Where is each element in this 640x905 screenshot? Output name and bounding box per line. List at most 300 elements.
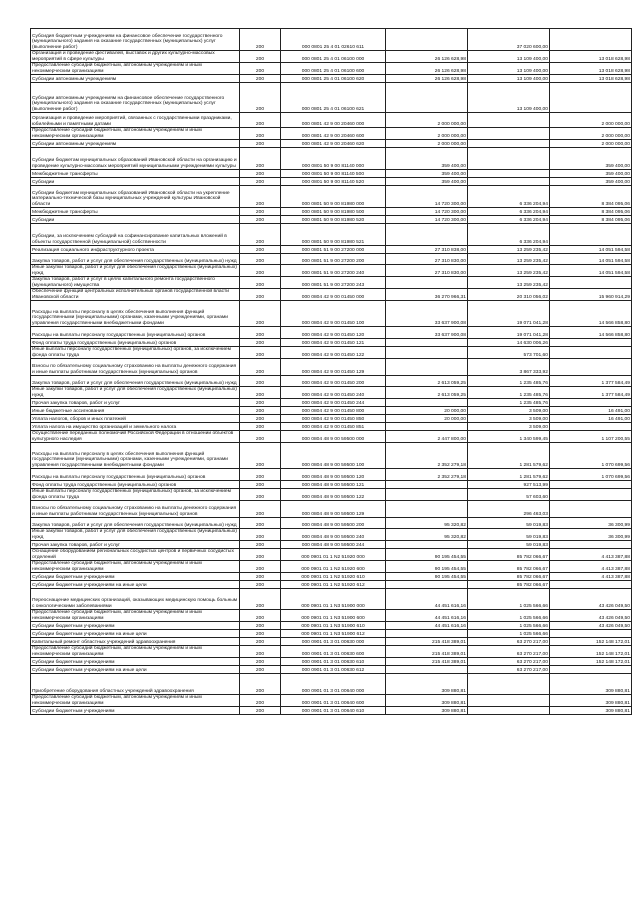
row-line-code-cell: 200 xyxy=(240,301,281,327)
row-executed-amount-cell xyxy=(468,170,550,178)
row-unexecuted-amount-cell xyxy=(550,501,632,518)
row-line-code-cell: 200 xyxy=(240,347,281,359)
row-name-cell: Субсидии автономным учреждениям xyxy=(31,140,240,148)
table-row xyxy=(31,589,632,610)
row-approved-amount-cell: 26 126 628,98 xyxy=(386,63,468,75)
row-name-cell: Субсидии xyxy=(31,178,240,186)
row-approved-amount-cell xyxy=(386,666,468,674)
row-line-code-cell: 200 xyxy=(240,529,281,541)
row-name-cell: Субсидии xyxy=(31,216,240,224)
row-line-code-cell: 200 xyxy=(240,581,281,589)
row-classification-code-cell: 000 0901 01 3 01 00640 600 xyxy=(281,695,386,707)
row-unexecuted-amount-cell: 14 566 858,80 xyxy=(550,301,632,327)
row-line-code-cell: 200 xyxy=(240,561,281,573)
table-row xyxy=(31,443,632,469)
row-classification-code-cell: 000 0901 01 1 N2 51920 600 xyxy=(281,561,386,573)
row-unexecuted-amount-cell: 1 070 699,56 xyxy=(550,443,632,469)
row-unexecuted-amount-cell: 13 018 628,98 xyxy=(550,75,632,83)
row-unexecuted-amount-cell xyxy=(550,423,632,431)
budget-report-page xyxy=(30,28,630,715)
row-approved-amount-cell: 44 451 616,16 xyxy=(386,610,468,622)
table-row xyxy=(31,113,632,128)
row-line-code-cell: 200 xyxy=(240,541,281,549)
row-executed-amount-cell: 6 336 204,94 xyxy=(468,186,550,208)
row-approved-amount-cell: 44 451 616,16 xyxy=(386,589,468,610)
row-name-cell: Капитальный ремонт областных учреждений здравоохранения xyxy=(31,638,240,646)
row-name-cell: Реализация социального инфраструктурного проекта xyxy=(31,246,240,254)
row-line-code-cell: 200 xyxy=(240,695,281,707)
row-unexecuted-amount-cell: 1 107 200,55 xyxy=(550,431,632,443)
row-executed-amount-cell: 1 025 566,66 xyxy=(468,589,550,610)
row-classification-code-cell: 000 0801 42 9 00 20460 000 xyxy=(281,113,386,128)
row-approved-amount-cell xyxy=(386,481,468,489)
row-executed-amount-cell: 573 701,60 xyxy=(468,347,550,359)
row-line-code-cell: 200 xyxy=(240,610,281,622)
row-approved-amount-cell: 359 400,00 xyxy=(386,170,468,178)
table-row xyxy=(31,376,632,387)
row-approved-amount-cell xyxy=(386,359,468,376)
row-line-code-cell: 200 xyxy=(240,573,281,581)
row-line-code-cell: 200 xyxy=(240,140,281,148)
row-classification-code-cell: 000 0801 50 9 00 81980 500 xyxy=(281,208,386,216)
row-classification-code-cell: 000 0801 51 9 00 27200 240 xyxy=(281,265,386,277)
row-classification-code-cell: 000 0804 48 9 00 59500 000 xyxy=(281,431,386,443)
row-line-code-cell: 200 xyxy=(240,376,281,387)
row-unexecuted-amount-cell: 1 070 699,56 xyxy=(550,469,632,481)
row-line-code-cell: 200 xyxy=(240,339,281,347)
row-approved-amount-cell xyxy=(386,399,468,407)
row-classification-code-cell: 000 0804 42 9 00 01450 000 xyxy=(281,289,386,301)
row-name-cell: Организация и проведение фестивалей, выставок и других культурно-массовых мероприятий в сфере культуры xyxy=(31,51,240,63)
row-unexecuted-amount-cell: 14 051 594,58 xyxy=(550,254,632,265)
row-executed-amount-cell: 14 630 006,26 xyxy=(468,339,550,347)
row-executed-amount-cell: 13 259 235,42 xyxy=(468,254,550,265)
row-classification-code-cell: 000 0901 01 1 N2 51920 610 xyxy=(281,573,386,581)
row-classification-code-cell: 000 0804 42 9 00 01450 240 xyxy=(281,387,386,399)
row-classification-code-cell: 000 0801 42 9 00 20460 600 xyxy=(281,128,386,140)
row-classification-code-cell: 000 0901 01 1 N2 51920 612 xyxy=(281,581,386,589)
row-classification-code-cell: 000 0901 01 3 01 00630 600 xyxy=(281,646,386,658)
row-approved-amount-cell xyxy=(386,581,468,589)
row-classification-code-cell: 000 0804 42 9 00 01450 121 xyxy=(281,339,386,347)
table-row xyxy=(31,301,632,327)
row-approved-amount-cell: 27 310 830,00 xyxy=(386,265,468,277)
row-name-cell: Субсидии автономным учреждениям на финансовое обеспечение государственного (муниципального) задания на оказание государственных (муниципальных) услуг (выполнение работ) xyxy=(31,83,240,113)
row-line-code-cell: 200 xyxy=(240,170,281,178)
row-unexecuted-amount-cell: 1 377 584,49 xyxy=(550,376,632,387)
row-classification-code-cell: 000 0801 50 9 00 81980 000 xyxy=(281,186,386,208)
row-line-code-cell: 200 xyxy=(240,431,281,443)
row-name-cell: Закупка товаров, работ и услуг для обеспечения государственных (муниципальных) нужд xyxy=(31,254,240,265)
row-executed-amount-cell: 13 109 400,00 xyxy=(468,75,550,83)
row-approved-amount-cell: 2 447 800,00 xyxy=(386,431,468,443)
row-line-code-cell: 200 xyxy=(240,501,281,518)
row-unexecuted-amount-cell: 8 384 095,06 xyxy=(550,186,632,208)
table-row xyxy=(31,529,632,541)
table-row xyxy=(31,51,632,63)
row-approved-amount-cell: 90 195 454,55 xyxy=(386,561,468,573)
row-approved-amount-cell: 27 310 830,00 xyxy=(386,254,468,265)
table-row xyxy=(31,148,632,170)
row-name-cell: Закупка товаров, работ и услуг в целях капитального ремонта государственного (муниципального) имущества xyxy=(31,277,240,289)
row-name-cell: Расходы на выплаты персоналу в целях обеспечения выполнения функций государственными (муниципальными) органами, казенными учреждениями, органами управления государственными внебюджетными фондами xyxy=(31,301,240,327)
row-name-cell: Взносы по обязательному социальному страхованию на выплаты денежного содержания и иные выплаты работникам государственных (муниципальных) органов xyxy=(31,501,240,518)
row-name-cell: Иные бюджетные ассигнования xyxy=(31,407,240,415)
row-unexecuted-amount-cell: 309 880,81 xyxy=(550,674,632,695)
row-classification-code-cell: 000 0801 51 9 00 27200 200 xyxy=(281,254,386,265)
row-executed-amount-cell xyxy=(468,695,550,707)
table-row xyxy=(31,581,632,589)
row-line-code-cell: 200 xyxy=(240,666,281,674)
row-classification-code-cell: 000 0804 42 9 00 01450 122 xyxy=(281,347,386,359)
row-executed-amount-cell: 3 509,00 xyxy=(468,407,550,415)
row-line-code-cell: 200 xyxy=(240,254,281,265)
row-unexecuted-amount-cell xyxy=(550,83,632,113)
row-name-cell: Иные выплаты персоналу государственных (муниципальных) органов, за исключением фонда оплаты труда xyxy=(31,489,240,501)
row-name-cell: Предоставление субсидий бюджетным, автономным учреждениям и иным некоммерческим организациям xyxy=(31,128,240,140)
row-classification-code-cell: 000 0804 42 9 00 01450 100 xyxy=(281,301,386,327)
row-classification-code-cell: 000 0804 42 9 00 01450 200 xyxy=(281,376,386,387)
row-line-code-cell: 200 xyxy=(240,83,281,113)
row-line-code-cell: 200 xyxy=(240,359,281,376)
row-name-cell: Предоставление субсидий бюджетным, автономным учреждениям и иным некоммерческим организациям xyxy=(31,646,240,658)
row-approved-amount-cell xyxy=(386,29,468,51)
table-row xyxy=(31,666,632,674)
row-classification-code-cell: 000 0901 01 1 N3 51900 600 xyxy=(281,610,386,622)
row-unexecuted-amount-cell: 4 413 387,88 xyxy=(550,549,632,561)
row-classification-code-cell: 000 0804 48 9 00 59500 120 xyxy=(281,469,386,481)
row-name-cell: Субсидия бюджетным учреждениям на финансовое обеспечение государственного (муниципального) задания на оказание государственных (муниципальных) услуг (выполнение работ) xyxy=(31,29,240,51)
table-row xyxy=(31,707,632,715)
row-classification-code-cell: 000 0801 50 9 00 81980 521 xyxy=(281,224,386,246)
row-approved-amount-cell: 309 880,81 xyxy=(386,674,468,695)
row-executed-amount-cell: 1 281 579,62 xyxy=(468,469,550,481)
row-executed-amount-cell: 1 025 566,66 xyxy=(468,622,550,630)
table-row xyxy=(31,186,632,208)
row-executed-amount-cell: 1 281 579,62 xyxy=(468,443,550,469)
row-classification-code-cell: 000 0901 01 1 N3 51900 610 xyxy=(281,622,386,630)
row-approved-amount-cell: 14 720 300,00 xyxy=(386,186,468,208)
row-name-cell: Субсидии бюджетным учреждениям xyxy=(31,573,240,581)
row-line-code-cell: 200 xyxy=(240,216,281,224)
table-row xyxy=(31,246,632,254)
row-executed-amount-cell: 19 071 041,28 xyxy=(468,301,550,327)
row-unexecuted-amount-cell: 2 000 000,00 xyxy=(550,113,632,128)
row-line-code-cell: 200 xyxy=(240,638,281,646)
row-classification-code-cell: 000 0901 01 3 01 00640 000 xyxy=(281,674,386,695)
row-line-code-cell: 200 xyxy=(240,208,281,216)
table-row xyxy=(31,658,632,666)
row-unexecuted-amount-cell: 15 960 914,29 xyxy=(550,289,632,301)
row-line-code-cell: 200 xyxy=(240,415,281,423)
row-name-cell: Предоставление субсидий бюджетным, автономным учреждениям и иным некоммерческим организациям xyxy=(31,561,240,573)
row-unexecuted-amount-cell xyxy=(550,481,632,489)
row-unexecuted-amount-cell: 2 000 000,00 xyxy=(550,140,632,148)
table-row xyxy=(31,63,632,75)
row-line-code-cell: 200 xyxy=(240,518,281,529)
table-row xyxy=(31,399,632,407)
row-name-cell: Субсидии бюджетным учреждениям на иные цели xyxy=(31,666,240,674)
row-name-cell: Прочая закупка товаров, работ и услуг xyxy=(31,541,240,549)
table-row xyxy=(31,387,632,399)
row-line-code-cell: 200 xyxy=(240,246,281,254)
row-line-code-cell: 200 xyxy=(240,265,281,277)
row-classification-code-cell: 000 0804 48 9 00 59500 240 xyxy=(281,529,386,541)
row-executed-amount-cell: 1 340 599,45 xyxy=(468,431,550,443)
row-name-cell: Субсидии бюджетам муниципальных образований Ивановской области на укрепление материально-технической базы муниципальных учреждений культуры Ивановской области xyxy=(31,186,240,208)
row-line-code-cell: 200 xyxy=(240,186,281,208)
row-approved-amount-cell: 2 352 279,18 xyxy=(386,469,468,481)
row-line-code-cell: 200 xyxy=(240,481,281,489)
table-row xyxy=(31,561,632,573)
row-executed-amount-cell: 927 513,99 xyxy=(468,481,550,489)
row-line-code-cell: 200 xyxy=(240,128,281,140)
row-name-cell: Прочая закупка товаров, работ и услуг xyxy=(31,399,240,407)
row-unexecuted-amount-cell: 43 426 049,50 xyxy=(550,589,632,610)
row-name-cell: Организация и проведение мероприятий, связанных с государственными праздниками, юбилейными и памятными датами xyxy=(31,113,240,128)
row-executed-amount-cell: 13 259 235,42 xyxy=(468,277,550,289)
row-name-cell: Обеспечение функций центральных исполнительных органов государственной власти Ивановской области xyxy=(31,289,240,301)
table-row xyxy=(31,674,632,695)
table-row xyxy=(31,339,632,347)
row-approved-amount-cell: 309 880,81 xyxy=(386,695,468,707)
row-line-code-cell: 200 xyxy=(240,674,281,695)
row-unexecuted-amount-cell: 152 148 172,01 xyxy=(550,646,632,658)
row-executed-amount-cell xyxy=(468,140,550,148)
row-unexecuted-amount-cell: 152 148 172,01 xyxy=(550,658,632,666)
row-line-code-cell: 200 xyxy=(240,407,281,415)
row-unexecuted-amount-cell: 13 018 628,98 xyxy=(550,51,632,63)
row-unexecuted-amount-cell: 8 384 095,06 xyxy=(550,216,632,224)
row-approved-amount-cell: 2 000 000,00 xyxy=(386,140,468,148)
row-name-cell: Предоставление субсидий бюджетным, автономным учреждениям и иным некоммерческим организациям xyxy=(31,63,240,75)
row-classification-code-cell: 000 0901 01 3 01 00640 610 xyxy=(281,707,386,715)
row-line-code-cell: 200 xyxy=(240,75,281,83)
row-line-code-cell: 200 xyxy=(240,658,281,666)
row-unexecuted-amount-cell: 152 148 172,01 xyxy=(550,638,632,646)
table-row xyxy=(31,646,632,658)
row-line-code-cell: 200 xyxy=(240,622,281,630)
row-approved-amount-cell: 2 613 059,25 xyxy=(386,387,468,399)
row-line-code-cell: 200 xyxy=(240,399,281,407)
table-row xyxy=(31,208,632,216)
row-approved-amount-cell xyxy=(386,501,468,518)
row-executed-amount-cell: 3 867 333,92 xyxy=(468,359,550,376)
row-unexecuted-amount-cell xyxy=(550,581,632,589)
row-name-cell: Взносы по обязательному социальному страхованию на выплаты денежного содержания и иные выплаты работникам государственных (муниципальных) органов xyxy=(31,359,240,376)
table-row xyxy=(31,638,632,646)
row-approved-amount-cell: 26 126 628,98 xyxy=(386,51,468,63)
row-executed-amount-cell: 3 509,00 xyxy=(468,415,550,423)
table-row xyxy=(31,170,632,178)
table-row xyxy=(31,140,632,148)
row-line-code-cell: 200 xyxy=(240,589,281,610)
table-row xyxy=(31,501,632,518)
row-classification-code-cell: 000 0801 50 9 00 81140 520 xyxy=(281,178,386,186)
table-row xyxy=(31,347,632,359)
row-unexecuted-amount-cell xyxy=(550,399,632,407)
row-unexecuted-amount-cell: 309 880,81 xyxy=(550,707,632,715)
table-row xyxy=(31,549,632,561)
row-executed-amount-cell: 6 336 204,94 xyxy=(468,216,550,224)
table-row xyxy=(31,327,632,339)
row-classification-code-cell: 000 0801 25 4 01 06100 621 xyxy=(281,83,386,113)
row-name-cell: Закупка товаров, работ и услуг для обеспечения государственных (муниципальных) нужд xyxy=(31,376,240,387)
row-approved-amount-cell: 2 000 000,00 xyxy=(386,113,468,128)
row-line-code-cell: 200 xyxy=(240,327,281,339)
row-executed-amount-cell xyxy=(468,148,550,170)
table-row xyxy=(31,359,632,376)
row-executed-amount-cell: 1 235 485,76 xyxy=(468,399,550,407)
row-approved-amount-cell: 95 320,82 xyxy=(386,529,468,541)
row-unexecuted-amount-cell: 14 051 594,58 xyxy=(550,265,632,277)
table-row xyxy=(31,431,632,443)
row-executed-amount-cell: 85 782 066,67 xyxy=(468,581,550,589)
row-approved-amount-cell: 90 195 454,55 xyxy=(386,573,468,581)
table-row xyxy=(31,128,632,140)
budget-table-body xyxy=(31,29,632,715)
row-executed-amount-cell: 1 235 485,76 xyxy=(468,376,550,387)
row-approved-amount-cell xyxy=(386,83,468,113)
row-executed-amount-cell: 296 463,03 xyxy=(468,501,550,518)
row-executed-amount-cell xyxy=(468,674,550,695)
table-row xyxy=(31,289,632,301)
row-approved-amount-cell: 95 320,82 xyxy=(386,518,468,529)
table-row xyxy=(31,541,632,549)
row-approved-amount-cell xyxy=(386,630,468,638)
row-approved-amount-cell: 215 418 389,01 xyxy=(386,658,468,666)
row-unexecuted-amount-cell: 359 400,00 xyxy=(550,170,632,178)
table-row xyxy=(31,415,632,423)
row-name-cell: Субсидии бюджетным учреждениям на иные цели xyxy=(31,630,240,638)
row-approved-amount-cell xyxy=(386,347,468,359)
table-row xyxy=(31,216,632,224)
row-executed-amount-cell: 85 782 066,67 xyxy=(468,561,550,573)
row-unexecuted-amount-cell: 359 400,00 xyxy=(550,148,632,170)
budget-table xyxy=(30,28,632,715)
row-unexecuted-amount-cell: 359 400,00 xyxy=(550,178,632,186)
row-unexecuted-amount-cell xyxy=(550,277,632,289)
row-unexecuted-amount-cell: 2 000 000,00 xyxy=(550,128,632,140)
row-approved-amount-cell: 215 418 389,01 xyxy=(386,646,468,658)
row-line-code-cell: 200 xyxy=(240,489,281,501)
row-classification-code-cell: 000 0901 01 3 01 00630 612 xyxy=(281,666,386,674)
row-line-code-cell: 200 xyxy=(240,469,281,481)
row-unexecuted-amount-cell: 4 413 387,88 xyxy=(550,561,632,573)
row-name-cell: Осуществление переданных полномочий Российской Федерации в отношении объектов культурного наследия xyxy=(31,431,240,443)
row-line-code-cell: 200 xyxy=(240,707,281,715)
row-classification-code-cell: 000 0801 25 4 01 06100 000 xyxy=(281,51,386,63)
row-name-cell: Уплата налога на имущество организаций и земельного налога xyxy=(31,423,240,431)
row-classification-code-cell: 000 0804 42 9 00 01450 851 xyxy=(281,423,386,431)
row-line-code-cell: 200 xyxy=(240,29,281,51)
row-name-cell: Иные закупки товаров, работ и услуг для обеспечения государственных (муниципальных) нужд xyxy=(31,387,240,399)
row-name-cell: Закупка товаров, работ и услуг для обеспечения государственных (муниципальных) нужд xyxy=(31,518,240,529)
row-classification-code-cell: 000 0804 42 9 00 01450 129 xyxy=(281,359,386,376)
row-executed-amount-cell: 57 603,60 xyxy=(468,489,550,501)
row-classification-code-cell: 000 0801 51 9 00 27200 000 xyxy=(281,246,386,254)
row-approved-amount-cell: 33 637 900,08 xyxy=(386,327,468,339)
row-executed-amount-cell: 63 270 217,00 xyxy=(468,666,550,674)
row-approved-amount-cell xyxy=(386,541,468,549)
row-approved-amount-cell xyxy=(386,224,468,246)
row-approved-amount-cell: 44 451 616,16 xyxy=(386,622,468,630)
row-line-code-cell: 200 xyxy=(240,148,281,170)
row-unexecuted-amount-cell: 16 491,00 xyxy=(550,407,632,415)
row-executed-amount-cell: 13 259 235,42 xyxy=(468,246,550,254)
row-name-cell: Субсидии бюджетам муниципальных образований Ивановской области на организацию и проведение культурно-массовых мероприятий муниципальными учреждениями культуры xyxy=(31,148,240,170)
row-executed-amount-cell: 6 336 204,94 xyxy=(468,224,550,246)
row-classification-code-cell: 000 0901 01 3 01 00630 000 xyxy=(281,638,386,646)
table-row xyxy=(31,29,632,51)
row-unexecuted-amount-cell: 43 426 049,50 xyxy=(550,622,632,630)
row-approved-amount-cell: 2 352 279,18 xyxy=(386,443,468,469)
row-approved-amount-cell: 27 310 838,00 xyxy=(386,246,468,254)
row-classification-code-cell: 000 0801 25 4 01 06100 620 xyxy=(281,75,386,83)
row-name-cell: Оснащение оборудованием региональных сосудистых центров и первичных сосудистых отделений xyxy=(31,549,240,561)
table-row xyxy=(31,695,632,707)
row-approved-amount-cell: 215 418 389,01 xyxy=(386,638,468,646)
row-executed-amount-cell: 13 109 400,00 xyxy=(468,83,550,113)
row-classification-code-cell: 000 0801 50 9 00 81140 000 xyxy=(281,148,386,170)
row-name-cell: Межбюджетные трансферты xyxy=(31,208,240,216)
row-name-cell: Уплата налогов, сборов и иных платежей xyxy=(31,415,240,423)
table-row xyxy=(31,224,632,246)
row-name-cell: Субсидии, за исключением субсидий на софинансирование капитальных вложений в объекты государственной (муниципальной) собственности xyxy=(31,224,240,246)
row-name-cell: Иные выплаты персоналу государственных (муниципальных) органов, за исключением фонда оплаты труда xyxy=(31,347,240,359)
row-executed-amount-cell: 3 509,00 xyxy=(468,423,550,431)
row-name-cell: Предоставление субсидий бюджетным, автономным учреждениям и иным некоммерческим организациям xyxy=(31,695,240,707)
table-row xyxy=(31,630,632,638)
table-row xyxy=(31,481,632,489)
row-approved-amount-cell: 359 400,00 xyxy=(386,178,468,186)
row-approved-amount-cell: 359 400,00 xyxy=(386,148,468,170)
row-classification-code-cell: 000 0801 51 9 00 27200 243 xyxy=(281,277,386,289)
row-executed-amount-cell: 13 259 235,42 xyxy=(468,265,550,277)
table-row xyxy=(31,489,632,501)
row-executed-amount-cell: 6 336 204,94 xyxy=(468,208,550,216)
row-classification-code-cell: 000 0804 48 9 00 59500 122 xyxy=(281,489,386,501)
row-unexecuted-amount-cell: 43 426 049,50 xyxy=(550,610,632,622)
row-executed-amount-cell: 59 019,83 xyxy=(468,518,550,529)
row-name-cell: Иные закупки товаров, работ и услуг для обеспечения государственных (муниципальных) нужд xyxy=(31,265,240,277)
row-executed-amount-cell: 37 020 600,00 xyxy=(468,29,550,51)
row-executed-amount-cell: 63 270 217,00 xyxy=(468,638,550,646)
row-line-code-cell: 200 xyxy=(240,224,281,246)
table-row xyxy=(31,518,632,529)
row-classification-code-cell: 000 0804 48 9 00 59500 100 xyxy=(281,443,386,469)
row-name-cell: Субсидии бюджетным учреждениям на иные цели xyxy=(31,581,240,589)
row-approved-amount-cell: 2 000 000,00 xyxy=(386,128,468,140)
row-classification-code-cell: 000 0901 01 1 N2 51920 000 xyxy=(281,549,386,561)
row-name-cell: Предоставление субсидий бюджетным, автономным учреждениям и иным некоммерческим организациям xyxy=(31,610,240,622)
row-approved-amount-cell: 2 613 059,25 xyxy=(386,376,468,387)
row-name-cell: Расходы на выплаты персоналу государственных (муниципальных) органов xyxy=(31,327,240,339)
row-unexecuted-amount-cell xyxy=(550,339,632,347)
row-unexecuted-amount-cell xyxy=(550,29,632,51)
row-executed-amount-cell: 19 071 041,28 xyxy=(468,327,550,339)
row-line-code-cell: 200 xyxy=(240,178,281,186)
row-classification-code-cell: 000 0804 42 9 00 01450 244 xyxy=(281,399,386,407)
table-row xyxy=(31,610,632,622)
row-name-cell: Расходы на выплаты персоналу в целях обеспечения выполнения функций государственными (муниципальными) органами, казенными учреждениями, органами управления государственными внебюджетными фондами xyxy=(31,443,240,469)
table-row xyxy=(31,254,632,265)
row-unexecuted-amount-cell: 14 566 858,80 xyxy=(550,327,632,339)
row-approved-amount-cell: 90 195 454,55 xyxy=(386,549,468,561)
row-executed-amount-cell: 85 782 066,67 xyxy=(468,573,550,581)
row-line-code-cell: 200 xyxy=(240,630,281,638)
row-unexecuted-amount-cell xyxy=(550,224,632,246)
